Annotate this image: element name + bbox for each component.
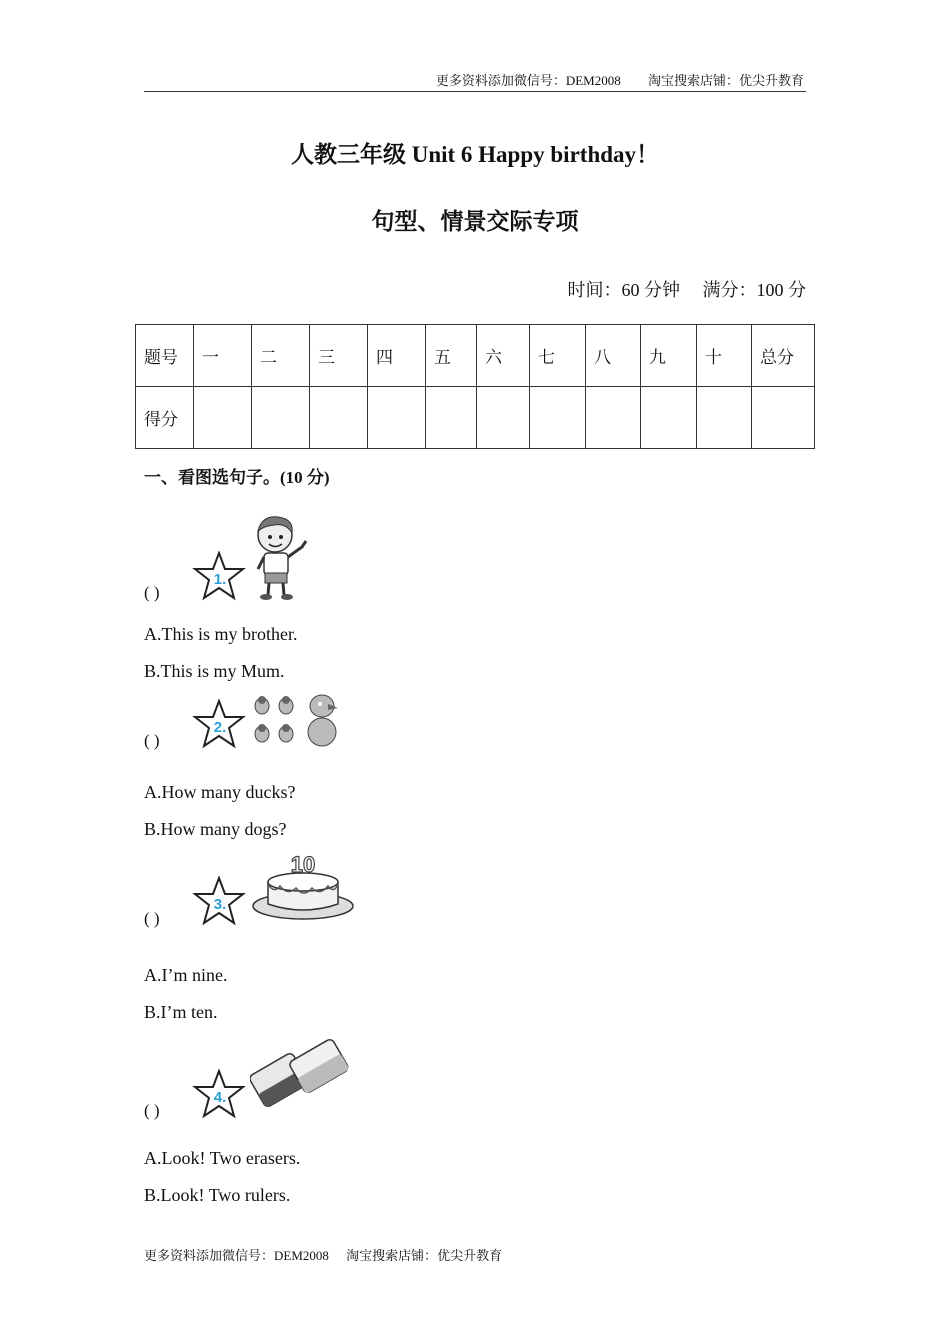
table-cell: 题号: [136, 325, 194, 387]
score-cell[interactable]: [310, 387, 368, 449]
boy-picture: [250, 513, 314, 601]
option-b[interactable]: B.I’m ten.: [144, 1002, 218, 1022]
table-cell: 十: [697, 325, 752, 387]
table-cell: 九: [641, 325, 697, 387]
table-cell: 三: [310, 325, 368, 387]
star-number: 4.: [213, 1089, 227, 1106]
option-b[interactable]: B.Look! Two rulers.: [144, 1185, 291, 1205]
footer-wechat: 更多资料添加微信号：DEM2008: [144, 1248, 329, 1263]
star-number: 3.: [213, 896, 227, 913]
option-a[interactable]: A.I’m nine.: [144, 965, 228, 985]
page-subtitle: 句型、情景交际专项: [371, 209, 579, 234]
score-cell[interactable]: [477, 387, 530, 449]
score-table-score-row: [136, 387, 815, 449]
score-cell[interactable]: [530, 387, 586, 449]
star-number-icon: [192, 1069, 246, 1119]
option-b[interactable]: B.This is my Mum.: [144, 661, 285, 681]
score-cell[interactable]: [252, 387, 310, 449]
star-number-icon: [192, 876, 246, 926]
score-cell[interactable]: [194, 387, 252, 449]
table-cell: 五: [426, 325, 477, 387]
score-cell[interactable]: [368, 387, 426, 449]
score-cell[interactable]: [697, 387, 752, 449]
header-taobao: 淘宝搜索店铺：优尖升教育: [647, 73, 804, 88]
star-number-icon: [192, 551, 246, 601]
score-table: [135, 324, 815, 449]
star-number: 1.: [213, 571, 227, 588]
page-title: 人教三年级 Unit 6 Happy birthday！: [290, 142, 660, 167]
answer-blank[interactable]: ( ): [144, 583, 160, 602]
table-cell: 六: [477, 325, 530, 387]
option-a[interactable]: A.Look! Two erasers.: [144, 1148, 301, 1168]
time-info: [550, 276, 807, 302]
score-cell[interactable]: [586, 387, 641, 449]
star-number: 2.: [213, 719, 227, 736]
table-cell: 得分: [136, 387, 194, 449]
score-cell[interactable]: [752, 387, 815, 449]
cake-candle-number: 10: [290, 852, 316, 877]
table-cell: 七: [530, 325, 586, 387]
full-score: 满分：100 分: [702, 280, 806, 300]
answer-blank[interactable]: ( ): [144, 909, 160, 928]
answer-blank[interactable]: ( ): [144, 731, 160, 750]
erasers-picture: [250, 1034, 354, 1118]
table-cell: 总分: [752, 325, 815, 387]
score-table-header-row: [136, 325, 815, 387]
page-header: [144, 70, 806, 92]
time-limit: 时间：60 分钟: [567, 280, 680, 300]
star-number-icon: [192, 699, 246, 749]
table-cell: 二: [252, 325, 310, 387]
table-cell: 八: [586, 325, 641, 387]
footer-taobao: 淘宝搜索店铺：优尖升教育: [346, 1248, 503, 1263]
score-cell[interactable]: [426, 387, 477, 449]
header-wechat: 更多资料添加微信号：DEM2008: [435, 73, 621, 88]
table-cell: 四: [368, 325, 426, 387]
ducks-picture: [250, 692, 340, 750]
page-footer: [144, 1245, 516, 1264]
score-cell[interactable]: [641, 387, 697, 449]
option-b[interactable]: B.How many dogs?: [144, 819, 287, 839]
option-a[interactable]: A.How many ducks?: [144, 782, 296, 802]
table-cell: 一: [194, 325, 252, 387]
answer-blank[interactable]: ( ): [144, 1101, 160, 1120]
option-a[interactable]: A.This is my brother.: [144, 624, 298, 644]
section-title: 一、看图选句子。(10 分): [144, 468, 330, 487]
birthday-cake-picture: [250, 850, 356, 922]
